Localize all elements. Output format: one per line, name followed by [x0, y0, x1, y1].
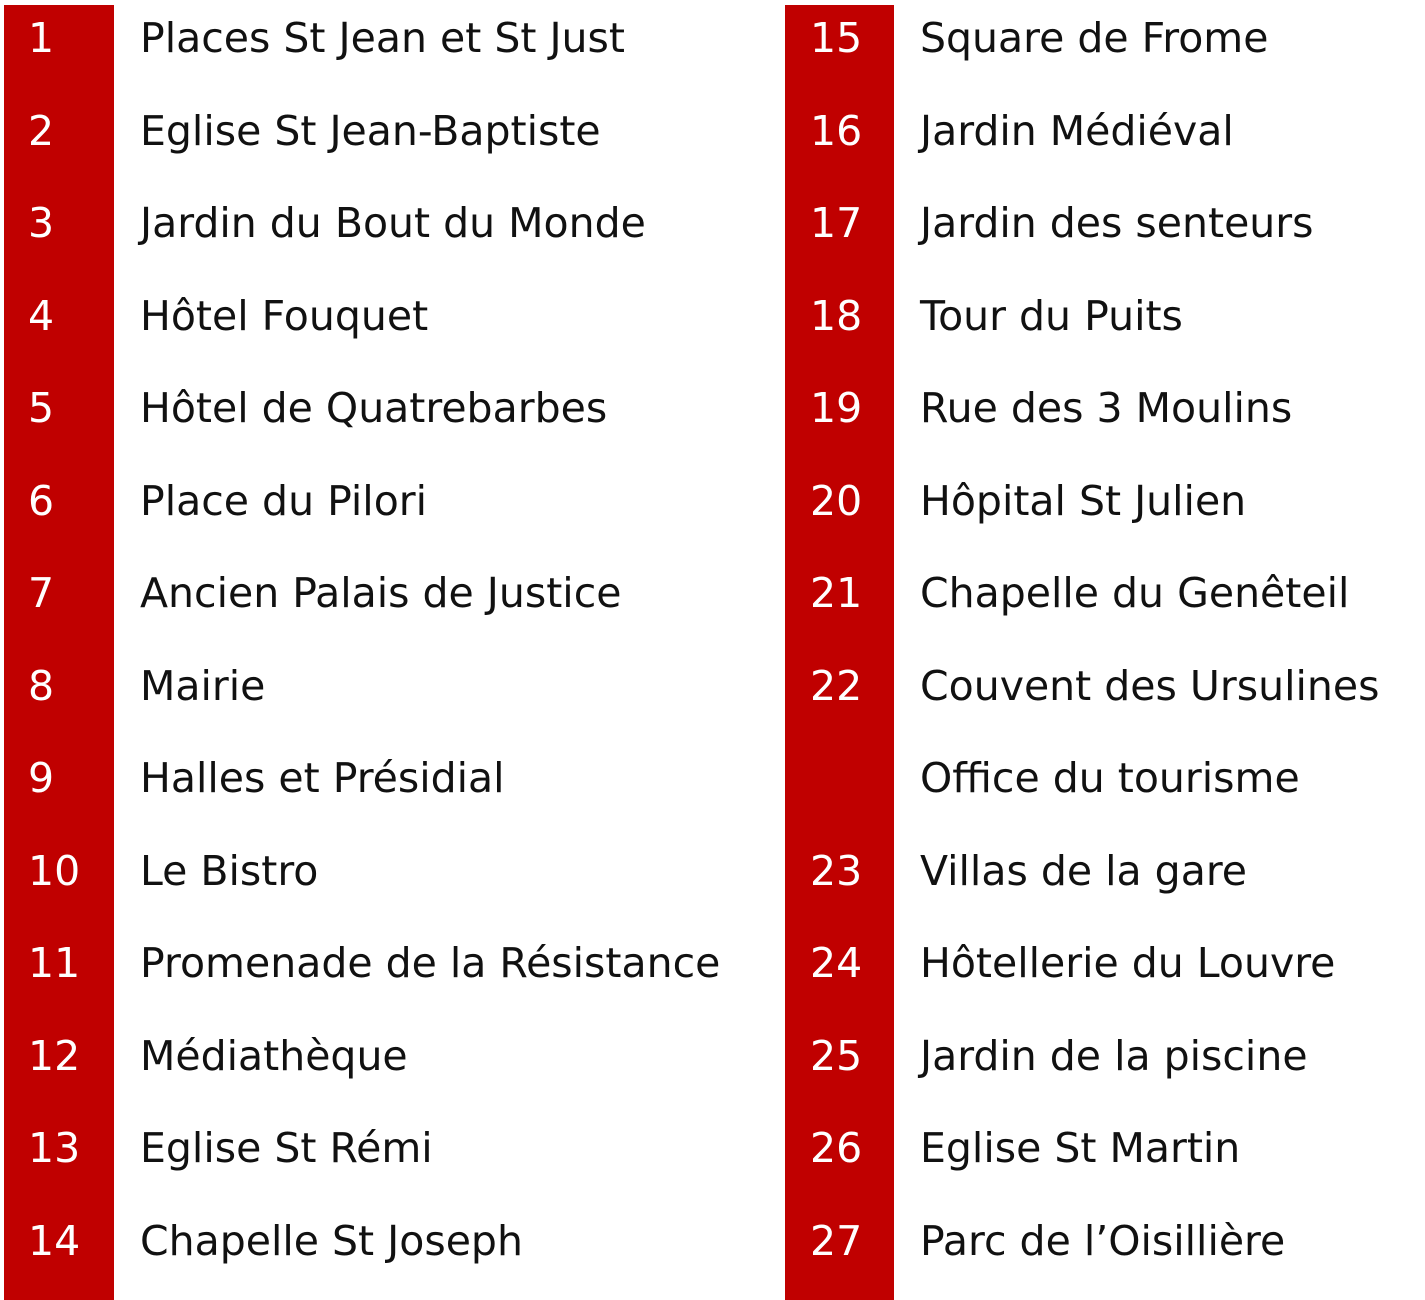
- item-label: Parc de l’Oisillière: [920, 1216, 1286, 1265]
- list-item: [0, 283, 760, 375]
- list-item: [784, 1208, 1425, 1300]
- item-number: 27: [810, 1216, 863, 1265]
- item-label: Ancien Palais de Justice: [140, 569, 622, 617]
- item-number: 5: [28, 384, 55, 432]
- list-item: [784, 5, 1425, 97]
- item-number: 9: [28, 754, 55, 802]
- item-number: 2: [28, 106, 55, 155]
- item-number: 13: [28, 1124, 81, 1172]
- item-number: 1: [28, 14, 55, 62]
- list-item: [0, 1023, 760, 1115]
- right-column: [784, 0, 1425, 1300]
- list-item: [0, 468, 760, 560]
- list-item: [784, 375, 1425, 467]
- item-number: 18: [810, 291, 863, 340]
- item-number: 26: [810, 1124, 863, 1172]
- item-label: Jardin des senteurs: [920, 199, 1314, 247]
- list-item: [784, 838, 1425, 930]
- item-number: 3: [28, 199, 55, 247]
- list-item: [0, 838, 760, 930]
- item-number: 12: [28, 1031, 81, 1080]
- item-number: 10: [28, 846, 81, 895]
- item-label: Places St Jean et St Just: [140, 14, 625, 62]
- item-number: 20: [810, 476, 863, 525]
- item-label: Villas de la gare: [920, 846, 1247, 895]
- item-label: Chapelle St Joseph: [140, 1216, 523, 1265]
- list-item: [784, 98, 1425, 190]
- list-item: [0, 1115, 760, 1207]
- item-number: 19: [810, 384, 863, 432]
- list-item: [0, 560, 760, 652]
- list-item: [784, 190, 1425, 282]
- item-number: 14: [28, 1216, 81, 1265]
- item-label: Hôtellerie du Louvre: [920, 939, 1336, 987]
- list-item: [0, 930, 760, 1022]
- item-label: Jardin du Bout du Monde: [140, 199, 646, 247]
- list-item: [0, 375, 760, 467]
- item-label: Hôtel Fouquet: [140, 291, 429, 340]
- list-item: [784, 468, 1425, 560]
- list-item: [784, 283, 1425, 375]
- item-number: 4: [28, 291, 55, 340]
- list-item: [0, 98, 760, 190]
- item-label: Place du Pilori: [140, 476, 428, 525]
- item-number: 24: [810, 939, 863, 987]
- item-label: Square de Frome: [920, 14, 1269, 62]
- item-label: Office du tourisme: [920, 754, 1300, 802]
- item-number: 15: [810, 14, 863, 62]
- item-number: 21: [810, 569, 863, 617]
- list-item: [0, 745, 760, 837]
- item-label: Promenade de la Résistance: [140, 939, 721, 987]
- item-label: Halles et Présidial: [140, 754, 505, 802]
- list-item: [784, 1023, 1425, 1115]
- item-number: 6: [28, 476, 55, 525]
- item-label: Couvent des Ursulines: [920, 661, 1380, 710]
- list-item: [784, 930, 1425, 1022]
- item-label: Rue des 3 Moulins: [920, 384, 1293, 432]
- item-number: 11: [28, 939, 81, 987]
- item-number: 8: [28, 661, 55, 710]
- item-number: 23: [810, 846, 863, 895]
- list-item: [0, 190, 760, 282]
- item-label: Hôtel de Quatrebarbes: [140, 384, 608, 432]
- item-label: Médiathèque: [140, 1031, 408, 1080]
- item-number: 16: [810, 106, 863, 155]
- list-item: [784, 745, 1425, 837]
- item-label: Jardin de la piscine: [920, 1031, 1308, 1080]
- list-item: [0, 653, 760, 745]
- list-item: [784, 1115, 1425, 1207]
- item-number: 25: [810, 1031, 863, 1080]
- item-number: 7: [28, 569, 55, 617]
- item-label: Tour du Puits: [920, 291, 1183, 340]
- item-number: 17: [810, 199, 863, 247]
- item-label: Eglise St Rémi: [140, 1124, 433, 1172]
- list-item: [784, 653, 1425, 745]
- item-label: Mairie: [140, 661, 266, 710]
- list-item: [0, 5, 760, 97]
- item-number: 22: [810, 661, 863, 710]
- item-label: Eglise St Martin: [920, 1124, 1241, 1172]
- item-label: Chapelle du Genêteil: [920, 569, 1350, 617]
- item-label: Le Bistro: [140, 846, 319, 895]
- item-label: Hôpital St Julien: [920, 476, 1247, 525]
- list-item: [0, 1208, 760, 1300]
- item-label: Eglise St Jean-Baptiste: [140, 106, 601, 155]
- list-item: [784, 560, 1425, 652]
- item-label: Jardin Médiéval: [920, 106, 1234, 155]
